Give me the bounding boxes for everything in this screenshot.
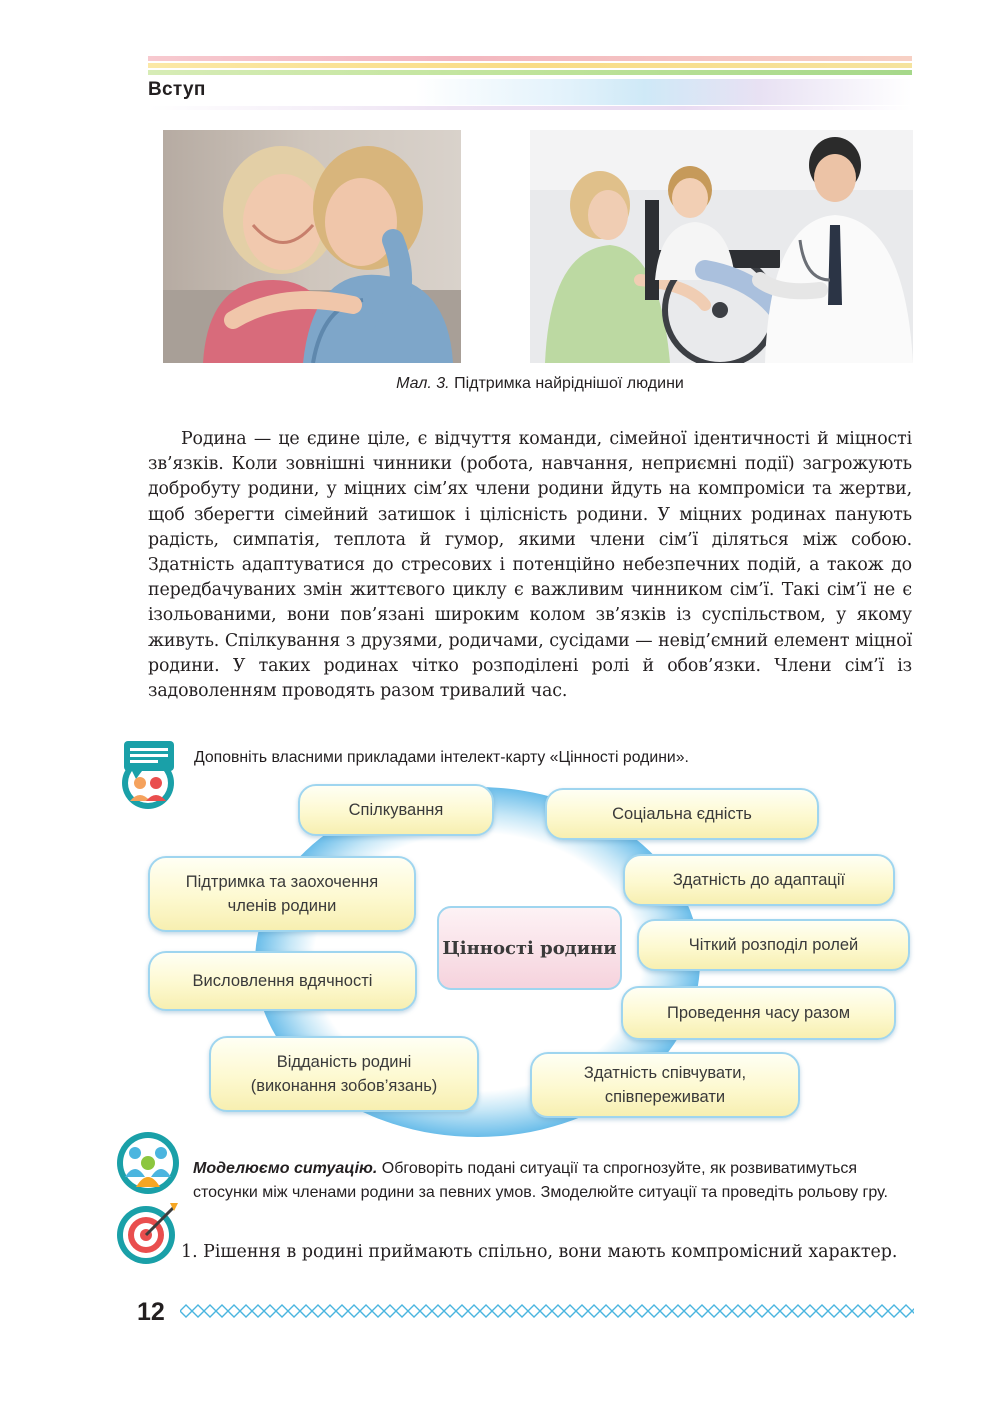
body-paragraph-text: Родина — це єдине ціле, є відчуття команди, сімейної ідентичності й міцності зв’язків. Коли зовнішні чинники (робота, навчання, неприємні події) загрожують добробуту родини, у міцних сім’ях члени родини йдуть на компроміси та жертви, щоб зберегти сімейний затишок і цілісність родини. У міцних родинах панують радість, симпатія, теплота й гумор, якими члени сім’ї діляться між собою. Здатність адаптуватися до стресових і потенційно небезпечних подій, а також до передбачуваних змін життєвого циклу є важливим чинником сім’ї. Такі сім’ї не є ізольованими, вони пов’язані широким колом зв’язків із суспільством, у якому живуть. Спілкування з друзями, родичами, сусідами — невід’ємний елемент міцної родини. У таких родинах чітко розподілені ролі й обов’язки. Члени сім’ї із задоволенням проводять разом тривалий час.: [148, 429, 912, 702]
mindmap-item-communication: Спілкування: [298, 784, 494, 836]
header-stripe-yellow: [148, 63, 912, 68]
model-title: Моделюємо ситуацію.: [193, 1160, 378, 1177]
task-instruction: Доповніть власними прикладами інтелект-карту «Цінності родини».: [194, 749, 689, 766]
mindmap-item-empathy: Здатність співчувати, співпереживати: [530, 1052, 800, 1118]
page-number: 12: [137, 1298, 165, 1326]
group-icon: [116, 1131, 180, 1195]
mindmap-center: Цінності родини: [437, 906, 622, 990]
caption-label: Мал. 3.: [396, 375, 450, 392]
situation-text: 1. Рішення в родині приймають спільно, вони мають компромісний характер.: [181, 1242, 898, 1262]
model-situation-block: [193, 1157, 912, 1205]
body-paragraph: [148, 427, 912, 704]
figure-caption: [380, 373, 700, 395]
model-text: Обговоріть подані ситуації та спрогнозуйте, як розвиватимуться стосунки між членами родини за певних умов. Змоделюйте ситуації та проведіть рольову гру.: [193, 1160, 888, 1201]
header-stripe-pink: [148, 56, 912, 61]
mindmap-item-support: Підтримка та заохочення членів родини: [148, 856, 416, 932]
mindmap-item-gratitude: Висловлення вдячності: [148, 951, 417, 1011]
photo-wheelchair-doctor: [530, 130, 913, 363]
mindmap-item-roles: Чіткий розподіл ролей: [637, 919, 910, 971]
header-band: [148, 79, 912, 105]
caption-text: Підтримка найріднішої людини: [454, 375, 684, 392]
mindmap-item-devotion: Відданість родині (виконання зобов’язань): [209, 1036, 479, 1112]
mindmap-item-adaptation: Здатність до адаптації: [623, 854, 895, 906]
photo-women-hugging: [163, 130, 461, 363]
mindmap-item-time-together: Проведення часу разом: [621, 986, 896, 1040]
mindmap-item-social-unity: Соціальна єдність: [545, 788, 819, 840]
footer-wave-border: [180, 1303, 914, 1319]
header-stripe-green: [148, 70, 912, 75]
header-stripe-lilac: [148, 106, 912, 110]
discussion-icon: [114, 741, 182, 809]
situation-item: [148, 1240, 912, 1265]
section-title: Вступ: [148, 79, 206, 100]
